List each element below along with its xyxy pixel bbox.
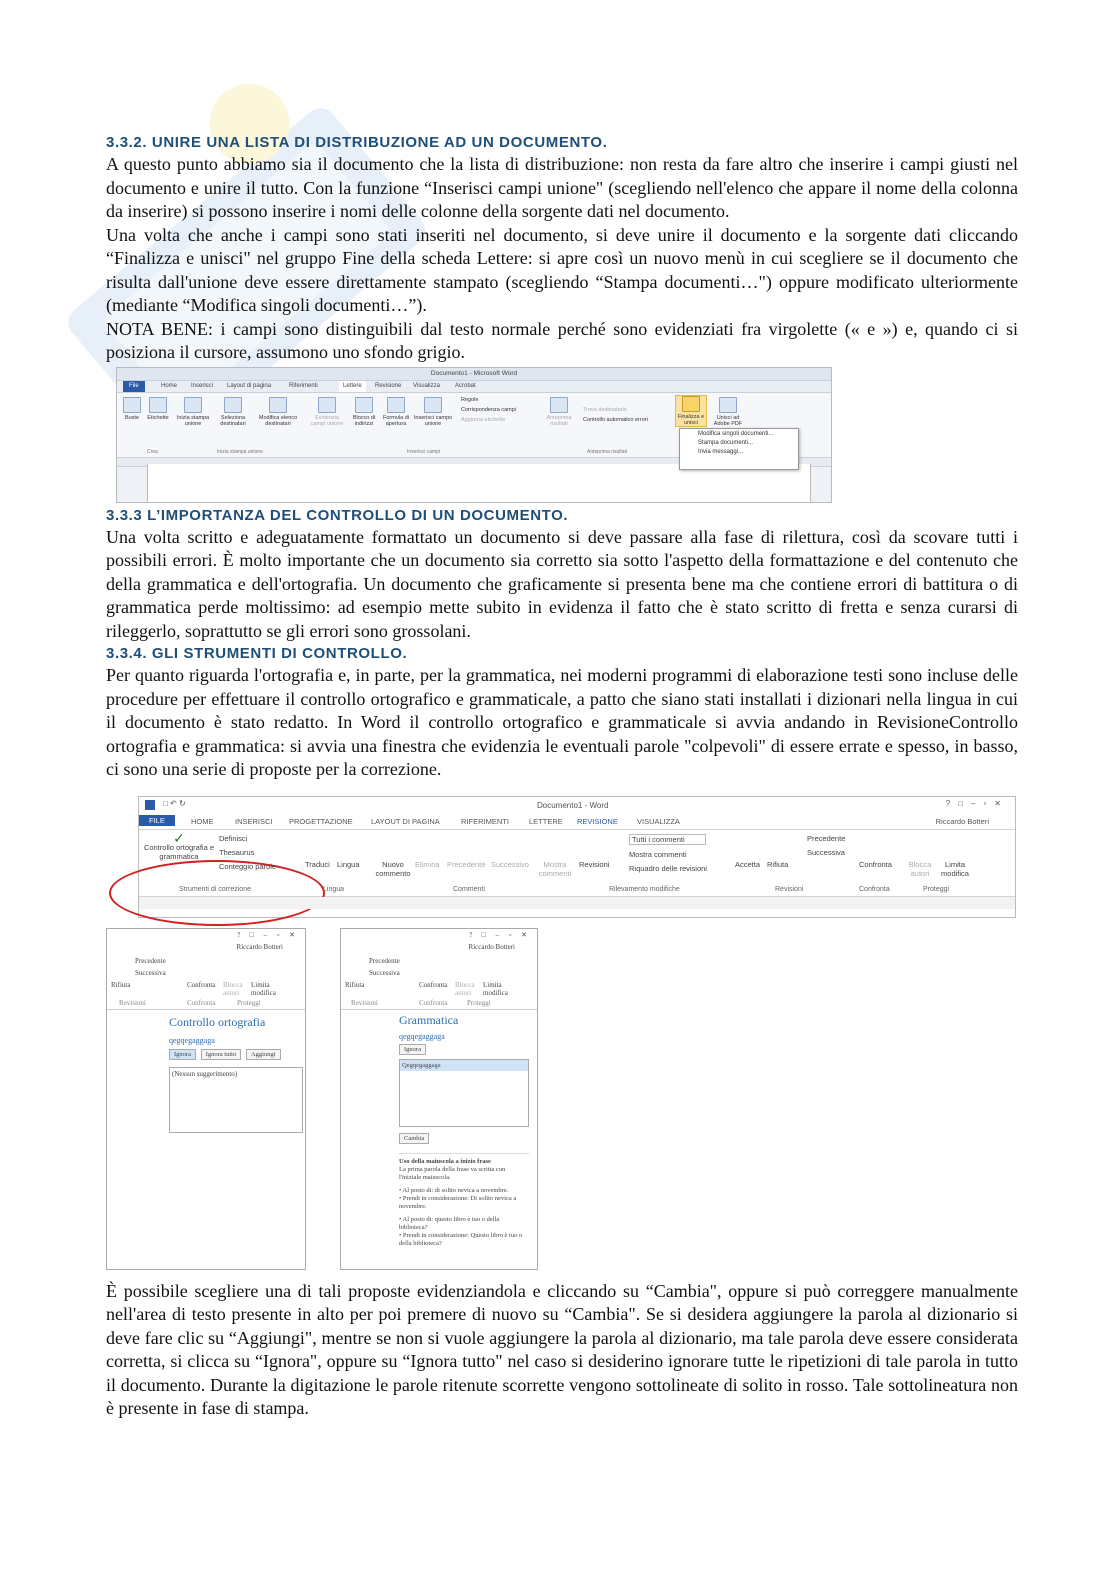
tab-insert[interactable]: Inserisci [191,382,214,389]
user-name[interactable]: Riccardo Botteri [935,816,989,826]
envelope-icon [123,397,141,413]
highlight-icon [318,397,336,413]
group-label: Confronta [419,998,448,1007]
main-content [106,132,1018,1421]
preview-icon [550,397,568,413]
grammar-pane-screenshot [340,928,538,1270]
reviewing-pane-button[interactable]: Riquadro delle revisioni [629,863,707,873]
group-label: Commenti [453,885,485,893]
reject-button[interactable]: Rifiuta [111,980,131,989]
group-label: Confronta [859,885,890,893]
user-name[interactable]: Riccardo Botteri [236,942,283,951]
finish-merge-icon [682,396,700,412]
tab-file[interactable]: File [123,381,145,392]
tab-review[interactable]: Revisione [375,382,402,389]
word-review-screenshot [138,796,1016,918]
ignore-button[interactable]: Ignora [169,1049,196,1060]
edit-recipients-button[interactable]: Modifica elenco destinatari [255,397,301,427]
find-recipient-button[interactable]: Trova destinatario [583,406,627,413]
spelling-grammar-button[interactable]: ✓ Controllo ortografia e grammatica [141,834,217,861]
spelling-panel [169,1014,303,1078]
group-label: Strumenti di correzione [179,885,251,893]
suggestions-list[interactable] [169,1067,303,1133]
previous-button[interactable]: Precedente [135,956,166,965]
labels-button[interactable]: Etichette [145,397,171,421]
pdf-icon [719,397,737,413]
start-merge-button[interactable]: Inizia stampa unione [175,397,211,427]
group-label: Crea [147,448,158,455]
window-title: Documento1 - Word [537,800,609,810]
group-label: Proteggi [467,998,491,1007]
next-change-button[interactable]: Successiva [807,847,845,857]
ignore-all-button[interactable]: Ignora tutto [201,1049,242,1060]
example-item: • Al posto di: questo libro è tuo o della biblioteca? [399,1215,500,1231]
flagged-word: qegqegaggaga [399,1031,445,1041]
quick-access-icons: □ ↶ ↻ [163,798,186,808]
group-label: Inserisci campi [407,448,441,455]
section-heading: 3.3.2. UNIRE UNA LISTA DI DISTRIBUZIONE AD UN DOCUMENTO. [106,134,608,151]
ignore-button[interactable]: Ignora [399,1044,426,1055]
recipients-icon [224,397,242,413]
next-button[interactable]: Successiva [135,968,166,977]
example-item: • Prendi in considerazione: Di solito nevica a novembre. [399,1194,517,1210]
menu-item-edit-documents[interactable]: Modifica singoli documenti... [698,430,774,437]
update-labels-button[interactable]: Aggiorna etichette [461,416,506,423]
ruler [139,897,1015,909]
section-heading: 3.3.4. GLI STRUMENTI DI CONTROLLO. [106,645,408,662]
paragraph: Per quanto riguarda l'ortografia e, in parte, per la grammatica, nei moderni programmi di elaborazione testi sono incluse delle procedure per effettuare il controllo ortografico e grammaticale, a patto che siano stati installati i dizionari nella lingua in cui il documento è stato redatto. In Word il controllo ortografico e grammaticale si avvia andando in RevisioneControllo ortografia e grammatica: si avvia una finestra che evidenzia le eventuali parole "colpevoli" di essere errate e spesso, in basso, ci sono una serie di proposte per la correzione. [106,665,1018,779]
compare-button[interactable]: Confronta [419,980,448,989]
tab-view[interactable]: Visualizza [413,382,440,389]
group-label: Inizia stampa unione [217,448,263,455]
finish-merge-menu [679,428,799,470]
word-logo-icon [145,800,155,810]
insert-field-button[interactable]: Inserisci campo unione [413,397,453,427]
no-suggestion-text: (Nessun suggerimento) [172,1069,238,1078]
spelling-title: Controllo ortografia [169,1014,266,1029]
ribbon [139,830,1015,897]
menu-item-print-documents[interactable]: Stampa documenti... [698,439,754,446]
block-authors-button[interactable]: Blocca autori [223,980,243,997]
group-label: Rilevamento modifiche [609,885,680,893]
markup-select[interactable]: Tutti i commenti [629,834,706,845]
merge-icon [184,397,202,413]
preview-results-button[interactable]: Anteprima risultati [543,397,575,427]
tab-layout[interactable]: LAYOUT DI PAGINA [371,816,440,826]
misspelled-word: qegqegaggaga [169,1035,215,1045]
auto-check-errors-button[interactable]: Controllo automatico errori [583,416,648,423]
compare-button[interactable]: Confronta [859,859,892,869]
window-controls[interactable]: ? □ – ▫ ✕ [468,930,531,939]
add-button[interactable]: Aggiungi [246,1049,281,1060]
tab-mailings[interactable]: Lettere [339,381,366,392]
thesaurus-button[interactable]: Thesaurus [219,847,255,857]
menu-item-send-messages[interactable]: Invia messaggi... [698,448,744,455]
word-count-button[interactable]: Conteggio parole [219,861,277,871]
paragraph: Una volta che anche i campi sono stati inseriti nel documento, si deve unire il documento e la sorgente dati cliccando “Finalizza e unisci" nel gruppo Fine della scheda Lettere: si apre così un nuovo menù in cui scegliere se il documento che risulta dall'unione deve essere direttamente stampato (scegliendo “Stampa documenti…") oppure modificato ulteriormente (mediante “Modifica singoli documenti…”). [106,224,1018,315]
tab-file[interactable]: FILE [139,815,175,826]
label-icon [149,397,167,413]
reject-button[interactable]: Rifiuta [767,859,789,869]
suggestions-list[interactable] [399,1059,529,1127]
group-label: Lingua [323,885,345,893]
paragraph: Una volta scritto e adeguatamente formattato un documento si deve passare alla fase di rilettura, così da scovare tutti i possibili errori. È molto importante che un documento sia corretto sia sotto l'aspetto della formattazione e del contenuto che della grammatica e dell'ortografia. Un documento che graficamente si presenta bene ma che contiene errori di battitura o di grammatica perde moltissimo: ad esempio mette subito in evidenza il fatto che è stato scritto di fretta e senza curarsi di rileggerlo, soprattutto se gli errori sono grossolani. [106,526,1018,641]
accept-button[interactable]: Accetta [735,859,761,869]
tab-references[interactable]: RIFERIMENTI [461,816,509,826]
restrict-editing-button[interactable]: Limita modifica [941,859,969,878]
language-button[interactable]: Lingua [337,859,360,869]
tab-review[interactable]: REVISIONE [577,816,618,826]
group-label: Revisioni [351,998,378,1007]
greeting-line-button[interactable]: Formula di apertura [381,397,411,427]
show-comments-button[interactable]: Mostra commenti [538,859,572,878]
block-authors-button[interactable]: Blocca autori [908,859,932,878]
address-icon [355,397,373,413]
group-label: Revisioni [119,998,146,1007]
tab-home[interactable]: HOME [191,816,214,826]
delete-comment-button[interactable]: Elimina [415,859,440,869]
tab-mailings[interactable]: LETTERE [529,816,563,826]
ribbon-tabs [139,815,1015,830]
show-markup-button[interactable]: Mostra commenti [629,849,687,859]
edit-list-icon [269,397,287,413]
previous-change-button[interactable]: Precedente [807,833,846,843]
group-label: Anteprima risultati [587,448,628,455]
tab-view[interactable]: VISUALIZZA [637,816,680,826]
highlight-fields-button[interactable]: Evidenzia campi unione [307,397,347,427]
compare-button[interactable]: Confronta [187,980,216,989]
rules-button[interactable]: Regole [461,396,479,403]
new-comment-button[interactable]: Nuovo commento [375,859,411,878]
grammar-title: Grammatica [399,1012,459,1027]
highlight-circle [109,860,325,926]
next-button[interactable]: Successiva [369,968,400,977]
previous-button[interactable]: Precedente [369,956,400,965]
rule-text: La prima parola della frase va scritta con l'iniziale maiuscola. [399,1165,506,1181]
suggestion-item[interactable]: Qegqegaggaga [400,1060,528,1071]
window-controls[interactable]: ? □ – ▫ ✕ [236,930,299,939]
abc-check-icon: ✓ [173,829,185,846]
paragraph: NOTA BENE: i campi sono distinguibili dal testo normale perché sono evidenziati fra virgolette (« e ») e, quando ci si posiziona il cursore, assumono uno sfondo grigio. [106,318,1018,362]
window-controls[interactable]: ?□–▫✕ [945,798,1009,808]
restrict-editing-button[interactable]: Limita modifica [483,980,508,997]
tab-home[interactable]: Home [161,382,178,389]
title-bar [139,797,1015,815]
change-button[interactable]: Cambia [399,1133,429,1144]
greeting-icon [387,397,405,413]
spelling-pane-screenshot [106,928,306,1270]
envelopes-button[interactable]: Buste [121,397,143,421]
rule-title: Uso della maiuscola a inizio frase [399,1157,491,1165]
tab-layout[interactable]: Layout di pagina [227,382,272,389]
group-label: Proteggi [923,885,950,893]
restrict-editing-button[interactable]: Limita modifica [251,980,276,997]
tab-insert[interactable]: INSERISCI [235,816,273,826]
example-item: • Prendi in considerazione: Questo libro è tuo o della biblioteca? [399,1231,523,1247]
section-heading: 3.3.3 L’IMPORTANZA DEL CONTROLLO DI UN DOCUMENTO. [106,506,569,524]
previous-comment-button[interactable]: Precedente [447,859,486,869]
finish-merge-button[interactable]: Finalizza e unisci [675,395,707,427]
block-authors-button[interactable]: Blocca autori [455,980,475,997]
word-mailings-screenshot [116,367,832,503]
user-name[interactable]: Riccardo Botteri [468,942,515,951]
ribbon-tabs [117,381,831,393]
paragraph: È possibile scegliere una di tali proposte evidenziandola e cliccando su “Cambia", oppure si può correggere manualmente nell'area di testo presente in alto per poi premere di nuovo su “Cambia". Se si desidera aggiungere la parola al dizionario si deve fare clic su “Aggiungi", mentre se non si vuole aggiungere la parola al dizionario, ma tale parola deve essere considerata corretta, si clicca su “Ignora", oppure su “Ignora tutto" nel caso si desiderino ignorare tutte le ripetizioni di tale parola in tutto il documento. Durante la digitazione le parole ritenute scorrette vengono sottolineate di solito in rosso. Tale sottolineatura non è presente in fase di stampa. [106,1280,1018,1418]
window-title: Documento1 - Microsoft Word [117,368,831,381]
translate-button[interactable]: Traduci [305,859,330,869]
next-comment-button[interactable]: Successivo [491,859,529,869]
tab-design[interactable]: PROGETTAZIONE [289,816,353,826]
merge-pdf-button[interactable]: Unisci ad Adobe PDF [711,397,745,427]
select-recipients-button[interactable]: Seleziona destinatari [215,397,251,427]
insert-field-icon [424,397,442,413]
paragraph: A questo punto abbiamo sia il documento che la lista di distribuzione: non resta da fare altro che inserire i campi giusti nel documento e unire il tutto. Con la funzione “Inserisci campi unione" (scegliendo nell'elenco che appare il nome della colonna da inserire) si possono inserire i nomi delle colonne della sorgente dati nel documento. [106,154,1018,221]
tab-references[interactable]: Riferimenti [289,382,318,389]
group-label: Confronta [187,998,216,1007]
example-item: • Al posto di: di solito nevica a novembre. [399,1186,509,1194]
tab-acrobat[interactable]: Acrobat [455,382,476,389]
panes-area [106,928,1018,1274]
reject-button[interactable]: Rifiuta [345,980,365,989]
group-label: Proteggi [237,998,261,1007]
grammar-panel [399,1012,533,1247]
track-changes-button[interactable]: Revisioni [579,859,610,869]
group-label: Revisioni [775,885,804,893]
define-button[interactable]: Definisci [219,833,248,843]
address-block-button[interactable]: Blocco di indirizzi [349,397,379,427]
rule-explanation [399,1153,529,1248]
match-fields-button[interactable]: Corrispondenza campi [461,406,517,413]
